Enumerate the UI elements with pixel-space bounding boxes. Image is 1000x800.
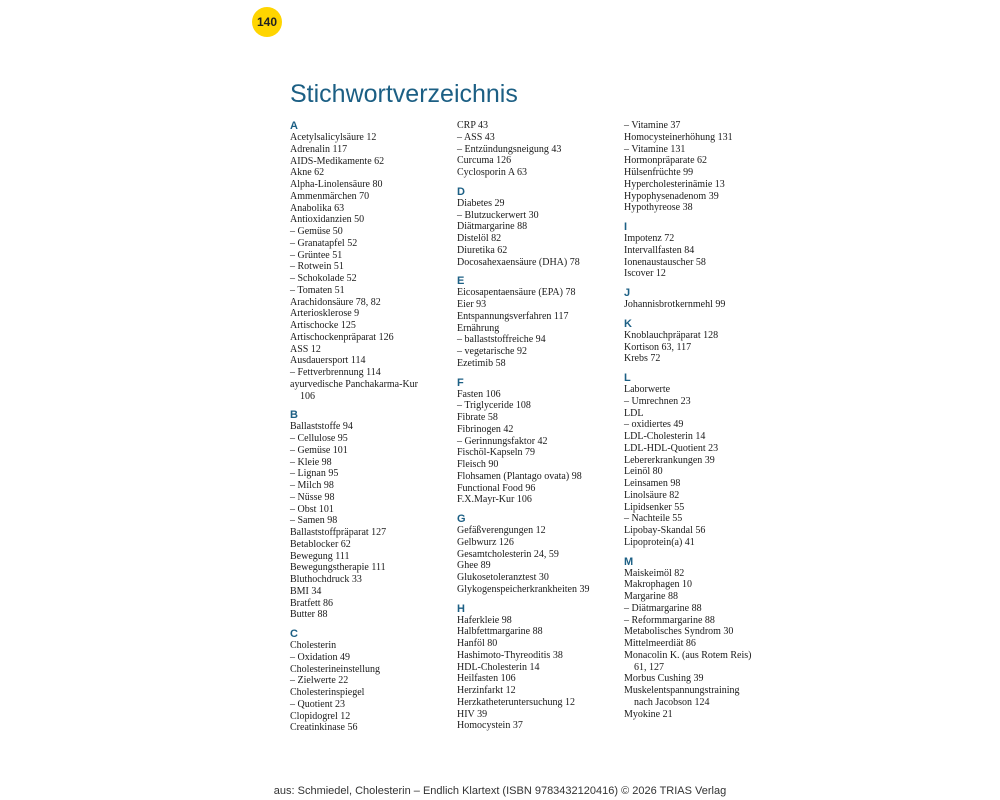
index-column-1 (290, 120, 450, 741)
index-entry: – Vitamine 37 (624, 120, 681, 131)
index-entry: – Nachteile 55 (624, 513, 683, 525)
index-section (457, 186, 617, 269)
index-entry: Mittelmeerdiät 86 (624, 638, 696, 649)
index-entry: – Triglyceride 108 (457, 400, 531, 412)
index-entry: Laborwerte (624, 384, 671, 395)
index-entry: Maiskeimöl 82 (624, 567, 685, 579)
page-number: 140 (256, 15, 278, 29)
index-entry: – Umrechnen 23 (624, 395, 691, 407)
index-entry: – Zielwerte 22 (290, 675, 349, 687)
index-section (457, 513, 617, 596)
index-entry: Artischocke 125 (290, 320, 356, 331)
index-entry: – Entzündungsneigung 43 (457, 143, 562, 155)
index-entry: Ernährung (457, 322, 500, 334)
index-entry: 61, 127 (634, 661, 664, 673)
index-entry: Butter 88 (290, 609, 328, 621)
index-section (624, 221, 784, 280)
index-entry: Functional Food 96 (457, 482, 536, 494)
index-entry: Halbfettmargarine 88 (457, 626, 543, 638)
index-entry: nach Jacobson 124 (634, 696, 710, 708)
index-section (290, 120, 450, 402)
index-entry: Ghee 89 (457, 560, 491, 572)
index-entry: Fischöl-Kapseln 79 (457, 447, 536, 459)
index-entry: Akne 62 (290, 167, 325, 179)
index-entry: Bluthochdruck 33 (290, 574, 362, 585)
index-entry: – Gemüse 50 (290, 226, 343, 237)
index-entry: Ionenaustauscher 58 (624, 256, 706, 268)
index-entry: – Schokolade 52 (290, 273, 357, 284)
index-entry: LDL-HDL-Quotient 23 (624, 442, 719, 454)
index-entry: Ballaststoffpräparat 127 (290, 527, 387, 538)
index-section (290, 409, 450, 621)
index-entry: HIV 39 (457, 708, 488, 720)
index-entry: Creatinkinase 56 (290, 722, 358, 734)
index-entry: Acetylsalicylsäure 12 (290, 132, 377, 143)
index-entry: Adrenalin 117 (290, 143, 348, 155)
index-entry: – Nüsse 98 (290, 491, 335, 503)
index-entry: Morbus Cushing 39 (624, 673, 704, 685)
index-entry: Homocystein 37 (457, 720, 523, 732)
index-entry: ayurvedische Panchakarma-Kur (290, 378, 418, 390)
index-entry: – Tomaten 51 (290, 284, 345, 296)
index-entry: Gelbwurz 126 (457, 536, 514, 548)
section-letter: A (290, 120, 298, 132)
index-entry: Ammenmärchen 70 (290, 190, 370, 202)
index-entry: Gesamtcholesterin 24, 59 (457, 548, 559, 560)
index-entry: Cyclosporin A 63 (457, 167, 528, 178)
index-entry: Fibrate 58 (457, 412, 498, 423)
page-title: Stichwortverzeichnis (290, 80, 518, 108)
index-entry: – vegetarische 92 (457, 346, 527, 357)
index-section (457, 120, 617, 179)
index-entry: – Rotwein 51 (290, 261, 344, 273)
index-entry: Hormonpräparate 62 (624, 155, 708, 167)
index-entry: Clopidogrel 12 (290, 710, 351, 722)
index-entry: Distelöl 82 (457, 233, 502, 244)
index-entry: Diabetes 29 (457, 197, 505, 209)
index-entry: – Lignan 95 (290, 468, 339, 480)
index-entry: Hypercholesterinämie 13 (624, 178, 725, 190)
index-entry: Diuretika 62 (457, 244, 508, 256)
index-entry: Haferkleie 98 (457, 614, 512, 626)
index-entry: AIDS-Medikamente 62 (290, 155, 385, 167)
index-entry: Arachidonsäure 78, 82 (290, 296, 381, 308)
index-entry: Iscover 12 (624, 268, 666, 280)
index-entry: – Samen 98 (290, 515, 338, 527)
index-entry: F.X.Mayr-Kur 106 (457, 494, 532, 506)
index-entry: Monacolin K. (aus Rotem Reis) (624, 649, 752, 661)
index-entry: Homocysteinerhöhung 131 (624, 131, 733, 143)
index-entry: Eicosapentaensäure (EPA) 78 (457, 287, 576, 299)
index-entry: – Kleie 98 (290, 456, 332, 468)
index-entry: – Gemüse 101 (290, 444, 348, 456)
index-section (457, 377, 617, 507)
index-entry: Glykogenspeicherkrankheiten 39 (457, 583, 590, 595)
index-entry: – Quotient 23 (290, 698, 345, 710)
index-entry: Cholesterineinstellung (290, 663, 380, 675)
index-entry: Glukosetoleranztest 30 (457, 572, 549, 583)
index-section (290, 628, 450, 734)
section-letter: F (457, 376, 464, 389)
index-entry: Curcuma 126 (457, 155, 512, 167)
index-entry: Bewegung 111 (290, 550, 350, 562)
index-column-3 (624, 120, 784, 727)
index-entry: – Vitamine 131 (624, 143, 686, 155)
index-entry: Entspannungsverfahren 117 (457, 310, 569, 322)
index-column-2 (457, 120, 617, 739)
section-letter: E (457, 275, 465, 288)
index-entry: Gefäßverengungen 12 (457, 525, 546, 536)
index-entry: Anabolika 63 (290, 202, 345, 214)
index-entry: Kortison 63, 117 (624, 341, 692, 353)
section-letter: J (624, 287, 631, 299)
section-letter: G (457, 513, 466, 525)
index-entry: Docosahexaensäure (DHA) 78 (457, 256, 580, 268)
index-entry: Knoblauchpräparat 128 (624, 329, 719, 341)
index-entry: HDL-Cholesterin 14 (457, 661, 540, 673)
index-entry: – Oxidation 49 (290, 651, 350, 663)
index-entry: Fibrinogen 42 (457, 423, 514, 435)
section-letter: D (457, 185, 465, 198)
index-entry: 106 (300, 390, 315, 402)
section-letter: C (290, 628, 298, 640)
index-entry: Ezetimib 58 (457, 357, 506, 369)
index-entry: LDL (624, 407, 644, 419)
index-entry: Ballaststoffe 94 (290, 421, 353, 433)
index-entry: Hypophysenadenom 39 (624, 190, 719, 202)
page-number-badge (252, 7, 282, 37)
index-entry: Heilfasten 106 (457, 673, 516, 685)
index-entry: – Gerinnungsfaktor 42 (457, 435, 548, 447)
index-entry: Arteriosklerose 9 (290, 308, 360, 320)
index-entry: Krebs 72 (624, 353, 661, 365)
index-entry: – Milch 98 (290, 480, 334, 491)
index-entry: Leinöl 80 (624, 466, 663, 478)
index-entry: Muskelentspannungstraining (624, 685, 740, 696)
index-entry: Makrophagen 10 (624, 579, 693, 591)
index-entry: ASS 12 (290, 343, 321, 355)
index-entry: Lebererkrankungen 39 (624, 454, 715, 466)
index-entry: Betablocker 62 (290, 538, 351, 550)
index-entry: – Cellulose 95 (290, 433, 348, 444)
index-entry: BMI 34 (290, 585, 322, 597)
section-letter: I (624, 221, 628, 233)
index-entry: – ASS 43 (457, 131, 495, 143)
index-section (457, 275, 617, 369)
index-entry: LDL-Cholesterin 14 (624, 431, 706, 442)
index-entry: Impotenz 72 (624, 233, 675, 244)
index-entry: – Fettverbrennung 114 (290, 367, 381, 378)
index-entry: Cholesterinspiegel (290, 687, 365, 698)
index-entry: Hülsenfrüchte 99 (624, 167, 694, 178)
index-entry: – Diätmargarine 88 (624, 602, 702, 614)
index-section (624, 372, 784, 549)
index-entry: Fleisch 90 (457, 459, 499, 470)
index-entry: Eier 93 (457, 299, 487, 310)
index-entry: Lipoprotein(a) 41 (624, 536, 695, 548)
index-entry: Metabolisches Syndrom 30 (624, 626, 734, 638)
section-letter: H (457, 602, 465, 615)
section-letter: B (290, 409, 298, 422)
index-entry: Johannisbrotkernmehl 99 (624, 299, 726, 310)
index-entry: Hashimoto-Thyreoditis 38 (457, 649, 563, 661)
index-entry: Cholesterin (290, 640, 337, 651)
index-section (624, 318, 784, 365)
index-entry: Herzkatheteruntersuchung 12 (457, 696, 576, 708)
index-section (624, 120, 784, 214)
index-section (624, 287, 784, 311)
index-entry: Hypothyreose 38 (624, 202, 693, 214)
index-entry: Alpha-Linolensäure 80 (290, 179, 383, 190)
index-entry: Ausdauersport 114 (290, 355, 366, 367)
index-entry: – Blutzuckerwert 30 (457, 209, 539, 221)
index-entry: – ballaststoffreiche 94 (457, 334, 546, 346)
index-entry: Intervallfasten 84 (624, 244, 695, 256)
index-entry: – oxidiertes 49 (624, 419, 684, 431)
index-entry: Artischockenpräparat 126 (290, 331, 394, 343)
section-letter: K (624, 317, 632, 330)
index-entry: Leinsamen 98 (624, 478, 681, 489)
index-entry: Lipidsenker 55 (624, 501, 685, 513)
index-entry: Flohsamen (Plantago ovata) 98 (457, 470, 582, 482)
index-entry: Myokine 21 (624, 708, 673, 720)
index-entry: Fasten 106 (457, 388, 501, 400)
index-entry: Linolsäure 82 (624, 489, 680, 501)
index-entry: Herzinfarkt 12 (457, 685, 516, 696)
index-entry: Bewegungstherapie 111 (290, 562, 386, 574)
index-entry: Antioxidanzien 50 (290, 214, 365, 226)
index-entry: – Obst 101 (290, 503, 334, 515)
page-footer: aus: Schmiedel, Cholesterin – Endlich Klartext (ISBN 9783432120416) © 2026 TRIAS Verlag (273, 785, 727, 797)
index-entry: Margarine 88 (624, 591, 678, 602)
index-entry: Lipobay-Skandal 56 (624, 525, 706, 536)
index-entry: – Reformmargarine 88 (624, 614, 715, 626)
index-section (457, 603, 617, 733)
index-section (624, 556, 784, 721)
index-entry: Bratfett 86 (290, 597, 334, 609)
index-entry: – Grüntee 51 (290, 249, 343, 261)
section-letter: L (624, 372, 631, 384)
index-entry: Diätmargarine 88 (457, 221, 528, 233)
index-entry: CRP 43 (457, 120, 489, 131)
index-entry: – Granatapfel 52 (290, 237, 358, 249)
index-entry: Hanföl 80 (457, 638, 498, 649)
section-letter: M (624, 555, 634, 568)
